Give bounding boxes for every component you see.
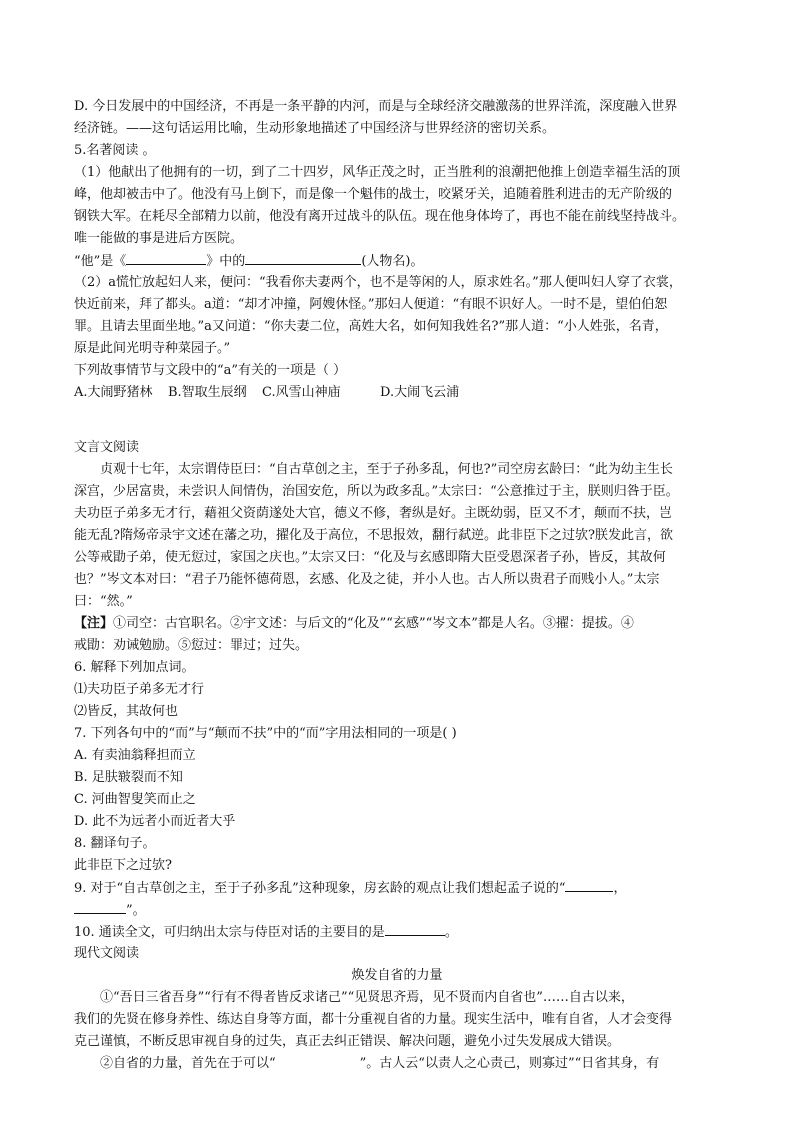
q7-option-c: C. 河曲智叟笑而止之 bbox=[74, 792, 196, 807]
modern-p1-line-3: 克己谨慎，不断反思审视自身的过失，真正去纠正错误、解决问题，避免小过失发展成大错误。 bbox=[74, 1034, 621, 1049]
notes-text-1: ①司空：古官职名。②宇文述：与后文的“化及”“玄感”“岑文本”都是人名。③擢：提拔。④ bbox=[113, 616, 634, 631]
classical-line-2: 深宫，少居富贵，未尝识人间情伪，治国安危，所以为政多乱。”太宗曰：“公意推过于主，朕则归咎于臣。 bbox=[74, 484, 679, 499]
modern-p1-line-1: ①“吾日三省吾身”“行有不得者皆反求诸己”“见贤思齐焉，见不贤而内自省也”……自古以来， bbox=[100, 990, 634, 1005]
classical-line-1: 贞观十七年，太宗谓侍臣曰：“自古草创之主，至于子孙多乱，何也?”司空房玄龄曰：“此为幼主生长 bbox=[100, 462, 673, 477]
q6-item-2: ⑵皆反，其故何也 bbox=[74, 704, 179, 719]
q9-text: 9. 对于“自古草创之主，至于子孙多乱”这种现象，房玄龄的观点让我们想起孟子说的“ bbox=[74, 881, 566, 896]
q8-sentence: 此非臣下之过欤? bbox=[74, 858, 172, 873]
q5-fill-suffix: (人物名)。 bbox=[361, 254, 424, 269]
classical-heading: 文言文阅读 bbox=[74, 440, 140, 455]
q5-option-b: B.智取生辰纲 bbox=[168, 385, 247, 400]
modern-heading: 现代文阅读 bbox=[74, 946, 140, 961]
q7-option-a: A. 有卖油翁释担而立 bbox=[74, 748, 196, 763]
q5-options bbox=[74, 382, 754, 404]
modern-p1-line-2: 我们的先贤在修身养性、练达自身等方面，都十分重视自省的力量。现实生活中，唯有自省，人才会变得 bbox=[74, 1012, 673, 1027]
q5-p1-line-2: 峰，他却被击中了。他没有马上倒下，而是像一个魁伟的战士，咬紧牙关，追随着胜利进击的无产阶级的 bbox=[74, 187, 673, 202]
modern-p2-rest: ”。古人云“以责人之心责己，则寡过”“日省其身，有 bbox=[359, 1056, 660, 1071]
modern-p2-line-1 bbox=[100, 1053, 754, 1075]
q5-p1-line-3: 钢铁大军。在耗尽全部精力以前，他没有离开过战斗的队伍。现在他身体垮了，再也不能在前线坚持战斗。 bbox=[74, 209, 686, 224]
modern-p2-start: ②自省的力量，首先在于可以“ bbox=[100, 1056, 276, 1071]
option-d-line-2: 经济链。——这句话运用比喻，生动形象地描述了中国经济与世界经济的密切关系。 bbox=[74, 121, 556, 136]
article-title: 焕发自省的力量 bbox=[351, 968, 443, 983]
classical-line-5: 公等戒勖子弟，使无愆过，家国之庆也。”太宗又曰：“化及与玄感即隋大臣受恩深者子孙，皆反，其故何 bbox=[74, 550, 666, 565]
q5-question: 下列故事情节与文段中的“a”有关的一项是（ ） bbox=[74, 363, 347, 378]
q5-fill-middle: 》中的 bbox=[206, 254, 246, 269]
notes-label: 【注】 bbox=[74, 616, 114, 631]
classical-line-6: 也？”岑文本对曰：“君子乃能怀德荷恩，玄感、化及之徒，并小人也。古人所以贵君子而贱小人。”太宗 bbox=[74, 572, 660, 587]
q5-p2-line-2: 快近前来，拜了都头。a道：“却才冲撞，阿嫂休怪。”那妇人便道：“有眼不识好人。一时不是，望伯伯恕 bbox=[74, 297, 668, 312]
q9-line-2 bbox=[74, 899, 754, 922]
q5-heading: 5.名著阅读 。 bbox=[74, 143, 156, 158]
q5-p2-line-1: （2）a慌忙放起妇人来，便问：“我看你夫妻两个，也不是等闲的人，原求姓名。”那人便叫妇人穿了衣裳， bbox=[74, 275, 682, 290]
q7-heading: 7. 下列各句中的“而”与“颠而不扶”中的“而”字用法相同的一项是( ) bbox=[74, 726, 457, 741]
q9-close: ”。 bbox=[126, 903, 146, 918]
q9-comma: ， bbox=[613, 881, 627, 896]
q5-p2-line-3: 罪。且请去里面坐地。”a又问道：“你夫妻二位，高姓大名，如何知我姓名?”那人道：“小人姓张，名青， bbox=[74, 319, 668, 334]
q6-heading: 6. 解释下列加点词。 bbox=[74, 660, 195, 675]
q10-line bbox=[74, 921, 754, 944]
q6-item-1: ⑴夫功臣子弟多无才行 bbox=[74, 682, 205, 697]
classical-line-7: 曰：“然。” bbox=[74, 594, 133, 609]
q8-heading: 8. 翻译句子。 bbox=[74, 836, 156, 851]
q5-fill-prefix: “他”是《 bbox=[74, 254, 127, 269]
q7-option-b: B. 足肤皲裂而不知 bbox=[74, 770, 183, 785]
q10-end: 。 bbox=[444, 925, 458, 940]
q10-blank[interactable] bbox=[385, 921, 445, 936]
classical-line-3: 夫功臣子弟多无才行，藉祖父资荫遂处大官，德义不修，奢纵是好。主既幼弱，臣又不才，颠而不扶，岂 bbox=[74, 506, 673, 521]
q5-p1-line-1: （1）他献出了他拥有的一切，到了二十四岁，风华正茂之时，正当胜利的浪潮把他推上创造幸福生活的顶 bbox=[74, 165, 681, 180]
notes-line-2: 戒勖：劝诫勉励。⑤愆过：罪过；过失。 bbox=[74, 638, 309, 653]
book-title-blank[interactable] bbox=[126, 250, 206, 265]
q5-option-a: A.大闹野猪林 bbox=[74, 385, 153, 400]
character-name-blank[interactable] bbox=[245, 250, 361, 265]
q9-blank-1[interactable] bbox=[565, 877, 613, 892]
notes-line-1 bbox=[74, 613, 754, 635]
q9-line-1 bbox=[74, 877, 754, 900]
q5-p1-line-4: 唯一能做的事是进后方医院。 bbox=[74, 231, 244, 246]
q5-p2-line-4: 原是此间光明寺种菜园子。” bbox=[74, 341, 231, 356]
q9-blank-2[interactable] bbox=[74, 899, 126, 914]
q5-option-c: C.风雪山神庙 bbox=[262, 385, 341, 400]
q5-option-d: D.大闹飞云浦 bbox=[380, 385, 460, 400]
q10-text: 10. 通读全文，可归纳出太宗与侍臣对话的主要目的是 bbox=[74, 925, 385, 940]
option-d-line-1: D. 今日发展中的中国经济，不再是一条平静的内河，而是与全球经济交融激荡的世界洋流，深度融入世界 bbox=[74, 99, 678, 114]
q5-fill-line bbox=[74, 250, 754, 273]
classical-line-4: 能无乱?隋炀帝录宇文述在藩之功，擢化及于高位，不思报效，翻行弑逆。此非臣下之过欤?朕发此言，欲 bbox=[74, 528, 673, 543]
q7-option-d: D. 此不为远者小而近者大乎 bbox=[74, 814, 236, 829]
